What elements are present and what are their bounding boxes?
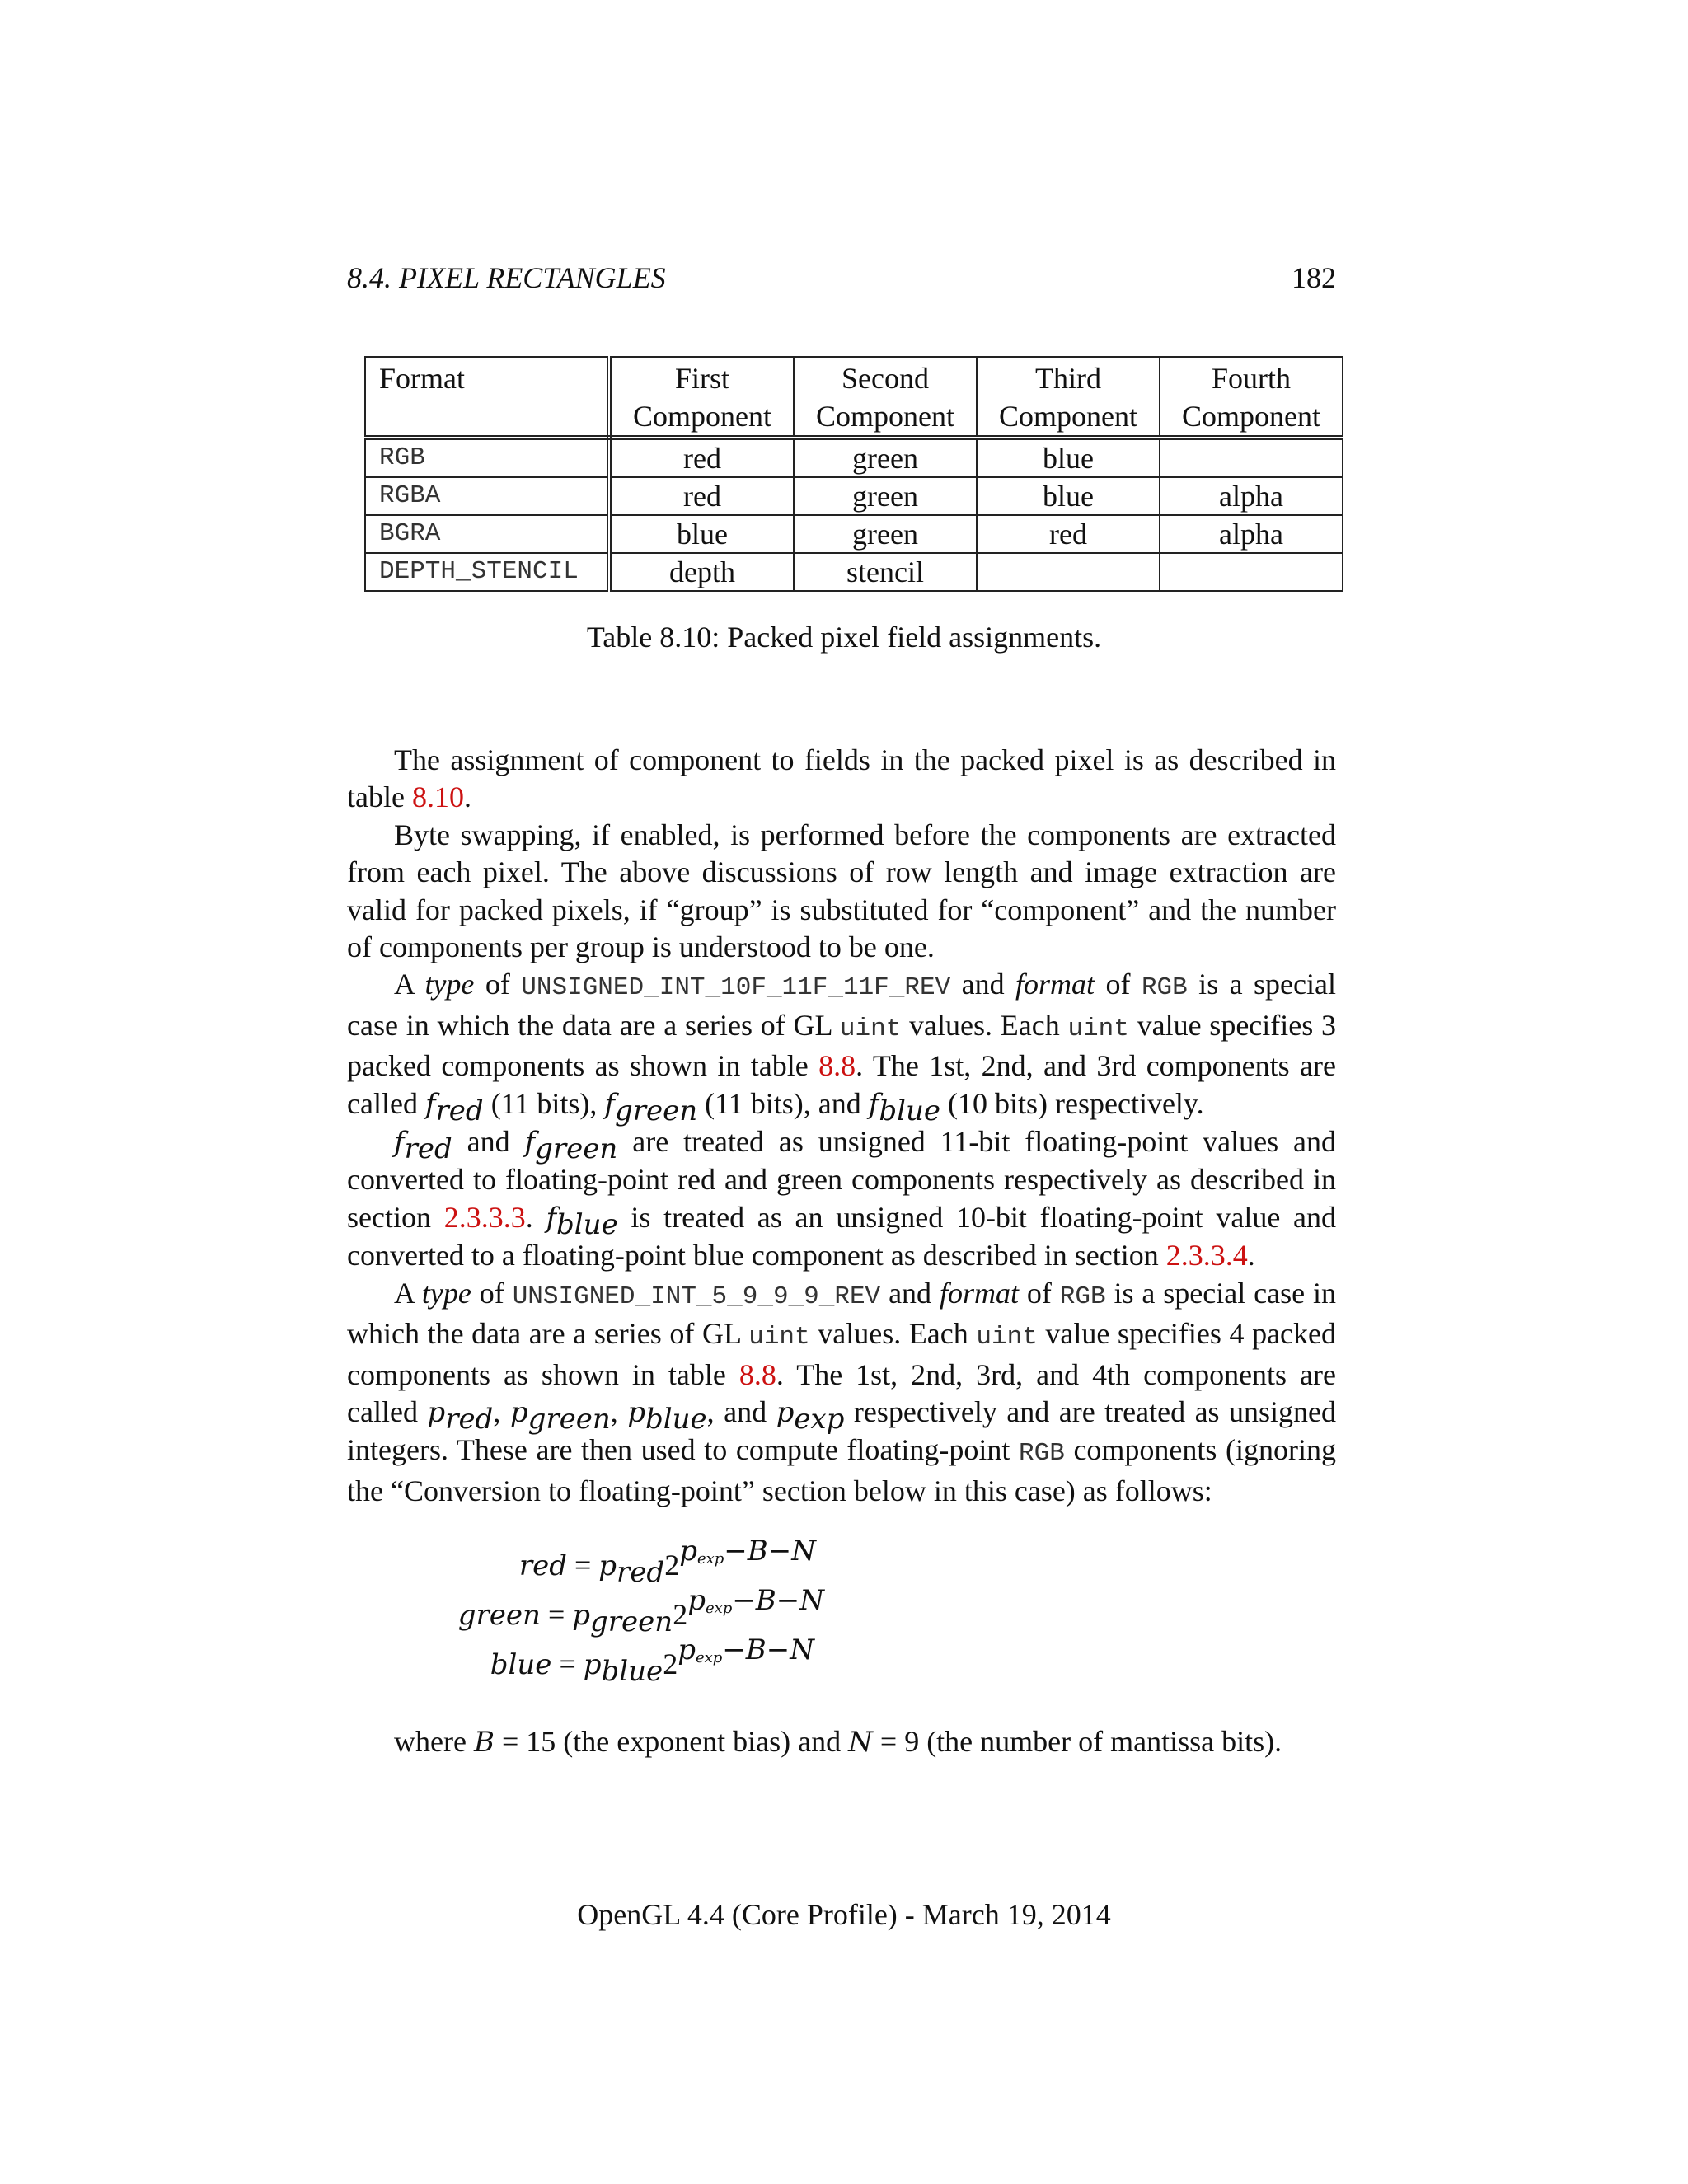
code-token: uint [1067, 1014, 1129, 1043]
section-title: 8.4. PIXEL RECTANGLES [347, 261, 666, 294]
table-cell: blue [609, 515, 794, 553]
packed-pixel-table [364, 356, 1343, 592]
header-cell-second: Second Component [794, 357, 977, 438]
equation-green: green = $p_{green}2^{p_{exp}-B-N}$ [457, 1584, 824, 1638]
header-cell-format: Format [365, 357, 609, 438]
section-reference-link[interactable]: 2.3.3.3 [443, 1200, 526, 1234]
table-cell: green [794, 438, 977, 477]
paragraph: $f_{red}$ and $f_{green}$ are treated as unsigned 11-bit floating-point values and converted to floating-point red and green components respectively as described in section 2.3.3.3. $f_{blue}$ is treated as an unsigned 10-bit floating-point value and converted to a floating-point blue component as described in section 2.3.3.4. [347, 1125, 1337, 1272]
table-cell: BGRA [365, 515, 609, 553]
code-token: RGB [1059, 1282, 1106, 1311]
table-cell: green [794, 515, 977, 553]
table-cell: red [977, 515, 1160, 553]
page-footer: OpenGL 4.4 (Core Profile) - March 19, 2014 [577, 1898, 1111, 1931]
paragraph: The assignment of component to fields in the packed pixel is as described in table 8.10. [347, 743, 1336, 814]
table-reference-link[interactable]: 8.10 [411, 780, 464, 814]
code-token: UNSIGNED_INT_10F_11F_11F_REV [521, 973, 951, 1003]
table-row [365, 515, 1343, 553]
equation-blue: blue = $p_{blue}2^{p_{exp}-B-N}$ [490, 1633, 814, 1688]
page-number: 182 [1292, 261, 1336, 294]
table-reference-link[interactable]: 8.8 [738, 1357, 776, 1391]
table-reference-link[interactable]: 8.8 [818, 1049, 856, 1083]
table-caption: Table 8.10: Packed pixel field assignments. [586, 621, 1102, 654]
code-token: uint [839, 1014, 902, 1043]
header-cell-first: First Component [609, 357, 794, 438]
table-cell: red [609, 438, 794, 477]
equation-red: red = $p_{red}2^{p_{exp}-B-N}$ [518, 1535, 816, 1589]
table-cell: DEPTH_STENCIL [365, 553, 609, 591]
table-cell: blue [977, 438, 1160, 477]
table-row [365, 477, 1343, 515]
paragraph: A type of UNSIGNED_INT_10F_11F_11F_REV and format of RGB is a special case in which the data are a series of GL uint values. Each uint value specifies 3 packed components as shown in table 8.8. The 1st, 2nd, and 3rd components are called $f_{red}$ (11 bits), $f_{green}$ (11 bits), and $f_{blue}$ (10 bits) respectively. [347, 968, 1337, 1127]
table-row [365, 553, 1343, 591]
page-header [347, 260, 1336, 295]
table-cell: green [794, 477, 977, 515]
header-cell-fourth: Fourth Component [1160, 357, 1343, 438]
table-cell: RGBA [365, 477, 609, 515]
table-cell: stencil [794, 553, 977, 591]
table-cell: depth [609, 553, 794, 591]
table-cell: blue [977, 477, 1160, 515]
table-cell [1160, 438, 1343, 477]
table-cell: alpha [1160, 515, 1343, 553]
where-clause: where B = 15 (the exponent bias) and N = 9 (the number of mantissa bits). [394, 1725, 1282, 1759]
body-text [347, 742, 1336, 1510]
paragraph: A type of UNSIGNED_INT_5_9_9_9_REV and format of RGB is a special case in which the data are a series of GL uint values. Each uint value specifies 4 packed components as shown in table 8.8. The 1st, 2nd, 3rd, and 4th components are called $p_{red}$, $p_{green}$, $p_{blue}$, and $p_{exp}$ respectively and are treated as unsigned integers. These are then used to compute floating-point RGB components (ignoring the “Conversion to floating-point” section below in this case) as follows: [347, 1276, 1337, 1507]
paragraph: Byte swapping, if enabled, is performed before the components are extracted from each pixel. The above discussions of row length and image extraction are valid for packed pixels, if “group” is substituted for “component” and the number of components per group is understood to be one. [347, 818, 1336, 964]
code-token: uint [748, 1323, 810, 1352]
table-header-row [365, 357, 1343, 438]
header-cell-third: Third Component [977, 357, 1160, 438]
section-reference-link[interactable]: 2.3.3.4 [1165, 1239, 1248, 1272]
table-row [365, 438, 1343, 477]
table-cell [1160, 553, 1343, 591]
table-cell: RGB [365, 438, 609, 477]
code-token: uint [976, 1323, 1038, 1352]
code-token: UNSIGNED_INT_5_9_9_9_REV [512, 1282, 881, 1311]
table-cell [977, 553, 1160, 591]
code-token: RGB [1019, 1439, 1065, 1469]
table-cell: red [609, 477, 794, 515]
code-token: RGB [1141, 973, 1188, 1003]
table-cell: alpha [1160, 477, 1343, 515]
